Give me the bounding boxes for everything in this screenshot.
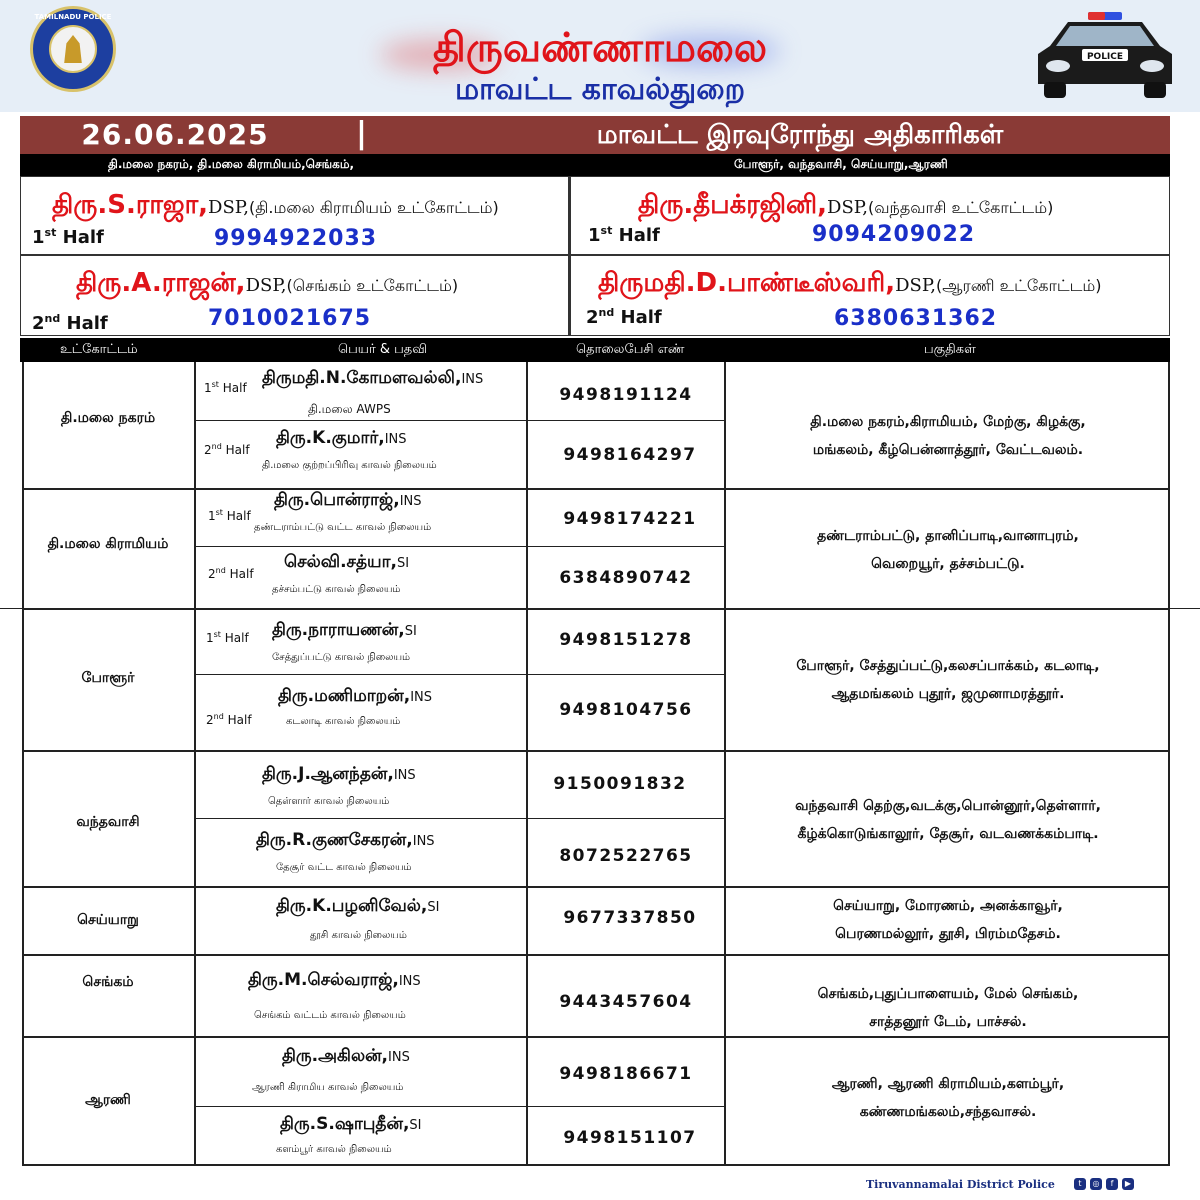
dsp-name: திருமதி.D.பாண்டீஸ்வரி,DSP,(ஆரணி உட்கோட்டம்): [598, 268, 1102, 298]
officer-station: கடலாடி காவல் நிலையம்: [286, 716, 401, 727]
date-bar: [20, 116, 1170, 154]
officer-phone[interactable]: 9150091832: [553, 774, 687, 794]
dsp-name: திரு.A.ராஜன்,DSP,(செங்கம் உட்கோட்டம்): [76, 268, 459, 298]
table-zone: தி.மலை கிராமியம்: [47, 536, 169, 552]
page-subtitle: மாவட்ட காவல்துறை: [454, 72, 746, 107]
table-zone: போளூர்: [81, 670, 135, 686]
officer-station: தேசூர் வட்ட காவல் நிலையம்: [276, 862, 412, 873]
table-rule: [22, 1164, 1170, 1166]
officer-phone[interactable]: 9498191124: [559, 385, 693, 405]
table-rule: [22, 954, 1170, 956]
table-zone: செங்கம்: [82, 974, 134, 990]
officer-station: தூசி காவல் நிலையம்: [310, 930, 407, 941]
dsp-half: 2nd Half: [32, 312, 108, 334]
column-header-subdivision: உட்கோட்டம்: [60, 342, 138, 357]
police-car-icon: [1030, 6, 1180, 102]
officer-phone[interactable]: 9498174221: [563, 509, 697, 529]
table-rule: [526, 362, 528, 1166]
table-rule: [1170, 608, 1200, 609]
table-zone: ஆரணி: [85, 1092, 131, 1108]
column-header-name: பெயர் & பதவி: [338, 342, 428, 357]
facebook-icon[interactable]: f: [1106, 1178, 1118, 1190]
table-rule: [22, 886, 1170, 888]
officer-name: திரு.R.குணசேகரன்,INS: [256, 830, 435, 850]
officer-name: திரு.நாராயணன்,SI: [272, 620, 417, 640]
officer-station: தண்டராம்பட்டு வட்ட காவல் நிலையம்: [254, 522, 432, 533]
dsp-divider-vertical: [568, 176, 571, 336]
police-logo-icon: [30, 6, 116, 92]
dsp-name: திரு.தீபக்ரஜினி,DSP,(வந்தவாசி உட்கோட்டம்): [638, 190, 1054, 220]
table-zone: வந்தவாசி: [76, 814, 140, 830]
twitter-icon[interactable]: t: [1074, 1178, 1086, 1190]
youtube-icon[interactable]: ▶: [1122, 1178, 1134, 1190]
table-rule: [194, 362, 196, 1166]
area-list: செங்கம்,புதுப்பாளையம், மேல் செங்கம், சாத்தனூர் டேம், பாச்சல்.: [817, 986, 1079, 1030]
area-list: ஆரணி, ஆரணி கிராமியம்,களம்பூர், கண்ணமங்கலம்,சந்தவாசல்.: [831, 1076, 1065, 1120]
table-rule: [22, 608, 1170, 610]
officer-name: செல்வி.சத்யா,SI: [284, 552, 410, 572]
column-header-phone: தொலைபேசி எண்: [576, 342, 685, 357]
officer-phone[interactable]: 9677337850: [563, 908, 697, 928]
table-zone: செய்யாறு: [77, 912, 139, 928]
date-separator: |: [356, 116, 367, 151]
officer-name: திரு.J.ஆனந்தன்,INS: [262, 764, 416, 784]
officer-name: திரு.K.குமார்,INS: [276, 428, 407, 448]
area-list: செய்யாறு, மோரணம், அனக்காவூர், பெரணமல்லூர், தூசி, பிரம்மதேசம்.: [833, 898, 1063, 942]
officer-station: ஆரணி கிராமிய காவல் நிலையம்: [252, 1082, 404, 1093]
officer-station: தி.மலை குற்றப்பிரிவு காவல் நிலையம்: [262, 460, 437, 471]
table-rule: [22, 750, 1170, 752]
table-rule: [1168, 362, 1170, 1166]
table-rule: [724, 362, 726, 1166]
officer-name: திரு.S.ஷாபுதீன்,SI: [280, 1114, 422, 1134]
logo-text: TAMILNADU POLICE: [34, 13, 112, 21]
dsp-half: 2nd Half: [586, 306, 662, 328]
officer-half: 1st Half: [208, 508, 251, 523]
officer-half: 2nd Half: [206, 712, 252, 727]
officer-phone[interactable]: 9498164297: [563, 445, 697, 465]
officer-name: திரு.M.செல்வராஜ்,INS: [248, 970, 421, 990]
table-rule: [0, 608, 22, 609]
report-date: 26.06.2025: [81, 118, 269, 151]
officer-phone[interactable]: 9443457604: [559, 992, 693, 1012]
officer-phone[interactable]: 9498104756: [559, 700, 693, 720]
dsp-phone[interactable]: 9994922033: [214, 226, 378, 251]
dsp-divider-horizontal: [20, 254, 1170, 256]
page-title: திருவண்ணாமலை: [432, 24, 768, 71]
header-banner: [0, 0, 1200, 112]
column-header-areas: பகுதிகள்: [924, 342, 976, 357]
area-list: தண்டராம்பட்டு, தானிப்பாடி,வானாபுரம், வெறையூர், தச்சம்பட்டு.: [817, 528, 1079, 572]
area-list: வந்தவாசி தெற்கு,வடக்கு,பொன்னூர்,தெள்ளார், கீழ்க்கொடுங்காலூர், தேசூர், வடவணக்கம்பாடி.: [795, 798, 1101, 842]
table-zone: தி.மலை நகரம்: [60, 410, 156, 426]
dsp-phone[interactable]: 7010021675: [208, 306, 372, 331]
officer-station: தெள்ளார் காவல் நிலையம்: [268, 796, 390, 807]
dsp-name: திரு.S.ராஜா,DSP,(தி.மலை கிராமியம் உட்கோட்டம்): [52, 190, 499, 220]
table-rule: [196, 546, 726, 547]
zone-list-left: தி.மலை நகரம், தி.மலை கிராமியம்,செங்கம்,: [108, 157, 355, 171]
area-list: போளூர், சேத்துப்பட்டு,கலசப்பாக்கம், கடலாடி, ஆதமங்கலம் புதூர், ஜமுனாமரத்தூர்.: [796, 658, 1100, 702]
officer-phone[interactable]: 9498151278: [559, 630, 693, 650]
dsp-phone[interactable]: 9094209022: [812, 222, 976, 247]
night-patrol-heading: மாவட்ட இரவுரோந்து அதிகாரிகள்: [596, 120, 1004, 150]
officer-name: திரு.பொன்ராஜ்,INS: [274, 490, 422, 510]
zone-bar: [20, 154, 1170, 176]
dsp-half: 1st Half: [588, 224, 660, 246]
officer-phone[interactable]: 9498151107: [563, 1128, 697, 1148]
officer-station: தச்சம்பட்டு காவல் நிலையம்: [272, 584, 401, 595]
officer-half: 2nd Half: [204, 442, 250, 457]
table-rule: [196, 818, 726, 819]
officer-name: திரு.K.பழனிவேல்,SI: [276, 896, 440, 916]
officer-name: திரு.அகிலன்,INS: [282, 1046, 410, 1066]
officer-station: களம்பூர் காவல் நிலையம்: [276, 1144, 392, 1155]
officer-station: தி.மலை AWPS: [308, 402, 391, 416]
dsp-half: 1st Half: [32, 226, 104, 248]
officer-half: 1st Half: [204, 380, 247, 395]
footer-credit: Tiruvannamalai District Police: [866, 1178, 1055, 1191]
officer-half: 2nd Half: [208, 566, 254, 581]
table-rule: [196, 674, 726, 675]
dsp-phone[interactable]: 6380631362: [834, 306, 998, 331]
table-rule: [22, 488, 1170, 490]
table-rule: [196, 1106, 726, 1107]
officer-station: செங்கம் வட்டம் காவல் நிலையம்: [254, 1010, 406, 1021]
officer-name: திருமதி.N.கோமளவல்லி,INS: [262, 368, 484, 388]
table-rule: [22, 1036, 1170, 1038]
officer-phone[interactable]: 8072522765: [559, 846, 693, 866]
table-rule: [196, 420, 726, 421]
officer-name: திரு.மணிமாறன்,INS: [278, 686, 432, 706]
table-rule: [22, 362, 24, 1166]
officer-station: சேத்துப்பட்டு காவல் நிலையம்: [272, 652, 411, 663]
area-list: தி.மலை நகரம்,கிராமியம், மேற்கு, கிழக்கு, மங்கலம், கீழ்பென்னாத்தூர், வேட்டவலம்.: [810, 414, 1086, 458]
officer-half: 1st Half: [206, 630, 249, 645]
svg-text:POLICE: POLICE: [1086, 52, 1124, 62]
instagram-icon[interactable]: ◎: [1090, 1178, 1102, 1190]
zone-list-right: போளூர், வந்தவாசி, செய்யாறு,ஆரணி: [734, 157, 948, 171]
officer-phone[interactable]: 6384890742: [559, 568, 693, 588]
table-header: [20, 338, 1170, 362]
officer-phone[interactable]: 9498186671: [559, 1064, 693, 1084]
